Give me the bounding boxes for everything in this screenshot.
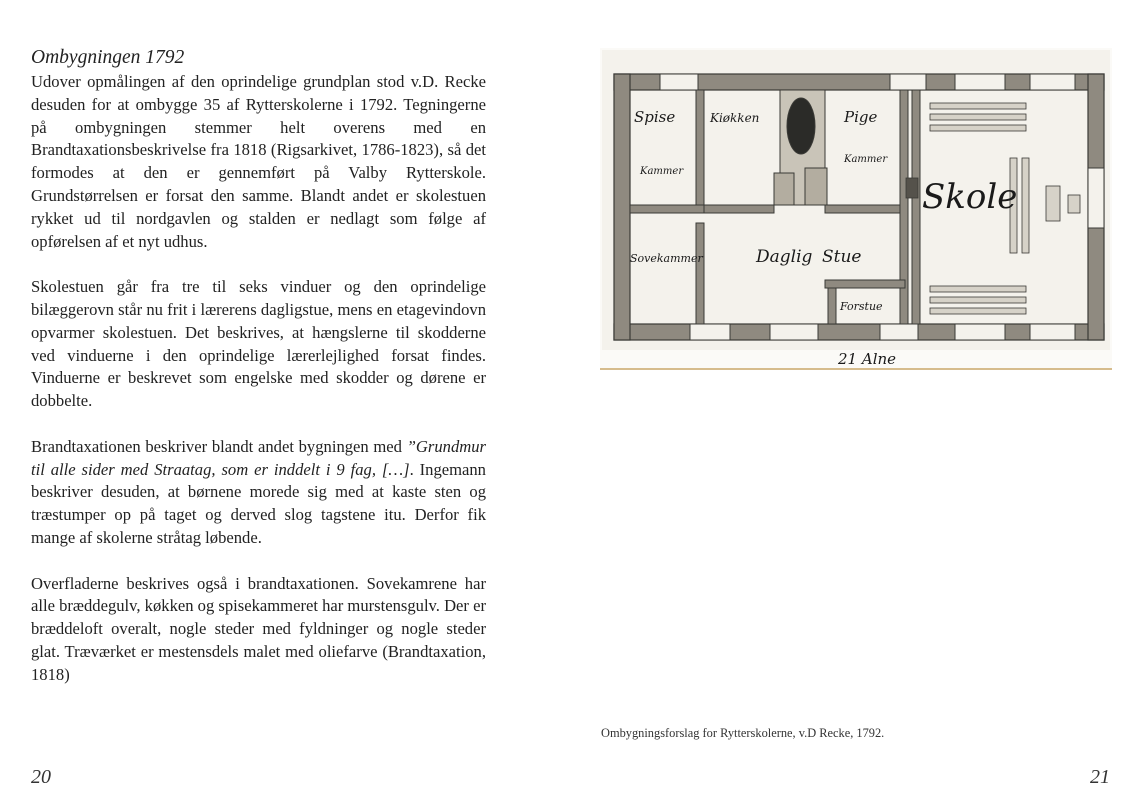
floor-plan-image	[600, 48, 1112, 370]
label-daglig: Daglig	[756, 247, 813, 267]
floor-plan-drawing	[600, 48, 1112, 370]
paragraph-4: Overfladerne beskrives også i brandtaxationen. Sovekamrene har alle bræddegulv, køkken og spisekammeret har murstensgulv. Der er bræddeloft overalt, nogle steder med fyldninger og nogle steder glat. Træværket er mestensdels malet med oliefarve (Brandtaxation, 1818)	[31, 573, 486, 684]
label-sovekammer: Sovekammer	[630, 252, 703, 265]
paragraph-3	[31, 436, 486, 550]
paragraph-3-rest: . Ingemann beskriver desuden, at børnene morede sig med at kaste sten og træstumper op på taget og derved slog tagstene itu. Derfor fik mange af skolerne stråtag løbende.	[31, 459, 486, 547]
label-skole: Skole	[922, 177, 1018, 217]
paragraph-2: Skolestuen går fra tre til seks vinduer og den oprindelige bilæggerovn står nu frit i lærerens dagligstue, mens en etagevindovn opvarmer skolestuen. Det beskrives, at hængslerne til skodderne ved vinduerne i den oprindelige lærerlejlighed forsat findes. Vinduerne er beskrevet som engelske med skodder og dørene er dobbelte.	[31, 277, 486, 411]
label-kammer-1: Kammer	[640, 166, 684, 177]
paragraph-1: Udover opmålingen af den oprindelige grundplan stod v.D. Recke desuden for at ombygge 35 af Rytterskolerne i 1792. Tegningerne på ombygningen stemmer helt overens med en Brandtaxationsbeskrivelse fra 1818 (Rigsarkivet, 1786-1823), så det formodes at den er gennemført på Valby Rytterskole. Grundstørrelsen er forsat den samme. Blandt andet er skolestuen rykket ud til nordgavlen og stalden er nedlagt som følge af opførelsen af et nyt udhus.	[31, 72, 486, 251]
label-kiokken: Kiøkken	[710, 111, 760, 125]
label-forstue: Forstue	[840, 300, 883, 313]
section-heading: Ombygningen 1792	[31, 47, 185, 68]
page-number-right: 21	[1090, 766, 1110, 788]
label-spise: Spise	[634, 108, 676, 126]
label-stue: Stue	[822, 247, 862, 267]
page-number-left: 20	[31, 766, 51, 788]
label-scale: 21 Alne	[838, 350, 897, 368]
paragraph-3-intro: Brandtaxationen beskriver blandt andet bygningen med	[31, 436, 407, 456]
label-kammer-2: Kammer	[844, 154, 888, 165]
figure-caption: Ombygningsforslag for Rytterskolerne, v.D Recke, 1792.	[601, 726, 885, 740]
label-pige: Pige	[844, 108, 878, 126]
paragraph-3-quote: ”Grundmur til alle sider med Straatag, som er inddelt i 9 fag, […]	[31, 436, 486, 479]
left-page-text	[31, 46, 486, 709]
